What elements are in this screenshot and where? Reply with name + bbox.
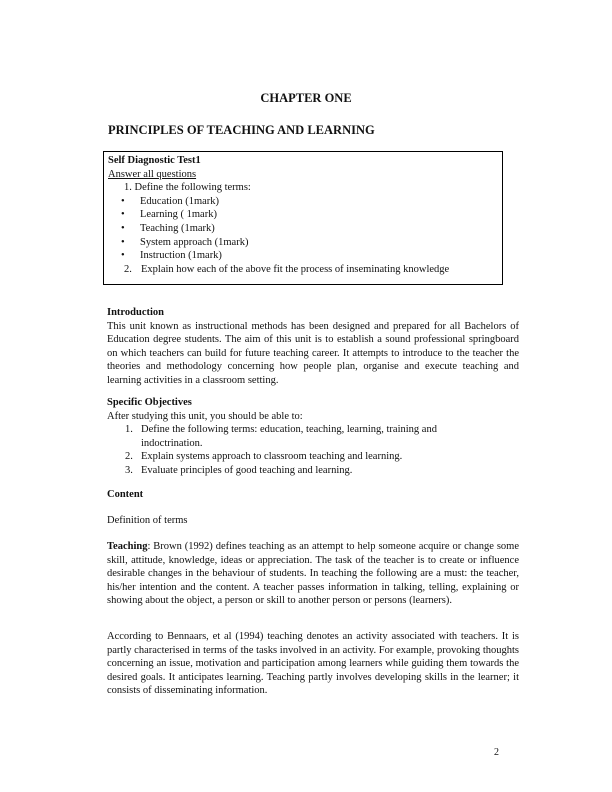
objective-item (125, 464, 519, 478)
objective-text: Explain systems approach to classroom teaching and learning. (141, 451, 403, 463)
term-item: • Instruction (1mark) (108, 249, 498, 263)
introduction-heading: Introduction (107, 307, 164, 318)
diagnostic-heading: Self Diagnostic Test1 (108, 155, 201, 166)
objectives-lead: After studying this unit, you should be able to: (107, 410, 303, 422)
objectives-list (107, 423, 519, 477)
question-2-number: 2. (124, 263, 132, 275)
term-item: • System approach (1mark) (108, 236, 498, 250)
self-diagnostic-box (103, 151, 503, 285)
objectives-heading: Specific Objectives (107, 397, 192, 408)
definition-subheading: Definition of terms (107, 515, 188, 526)
question-2-text: Explain how each of the above fit the process of inseminating knowledge (141, 263, 450, 275)
objective-item (125, 450, 519, 464)
objective-number: 3. (125, 464, 133, 476)
bennaars-text: According to Bennaars, et al (1994) teaching denotes an activity associated with teachers. It is partly characterised in terms of the tasks involved in an activity. For example, provoking thoughts concerning an issue, motivation and participation among learners while guiding them towards the desired goals. It anticipates learning. Teaching partly involves developing skills in the learner; it consists of disseminating information. (107, 631, 519, 697)
introduction-text: This unit known as instructional methods has been designed and prepared for all Bachelors of Education degree students. The aim of this unit is to establish a sound professional springboard on which teachers can build for future teaching career. It attempts to introduce to the teacher the theories and methodology concerning how people plan, organise and execute teaching and learning activities in a classroom setting. (107, 320, 519, 386)
page-number: 2 (494, 747, 499, 758)
bennaars-paragraph (107, 630, 519, 698)
diagnostic-instruction: Answer all questions (108, 168, 197, 180)
chapter-title: PRINCIPLES OF TEACHING AND LEARNING (108, 123, 375, 137)
objective-number: 2. (125, 451, 133, 463)
objective-text: Evaluate principles of good teaching and learning. (141, 464, 353, 476)
objective-text: Define the following terms: education, teaching, learning, training and indoctrination. (141, 424, 437, 449)
term-item: • Education (1mark) (108, 195, 498, 209)
teaching-paragraph (107, 540, 519, 608)
content-heading: Content (107, 489, 144, 500)
question-1: 1. Define the following terms: (124, 182, 251, 194)
question-2 (108, 263, 498, 277)
term-item: • Learning ( 1mark) (108, 208, 498, 222)
chapter-heading: CHAPTER ONE (260, 91, 352, 105)
objectives-section (107, 396, 519, 478)
term-list (108, 195, 498, 263)
objective-number: 1. (125, 424, 133, 436)
term-item: • Teaching (1mark) (108, 222, 498, 236)
objective-item (125, 423, 519, 450)
teaching-text-block (107, 540, 519, 608)
teaching-term: Teaching (107, 541, 148, 552)
introduction-section (107, 306, 519, 388)
teaching-text: : Brown (1992) defines teaching as an attempt to help someone acquire or change some skill, attitude, knowledge, ideas or appreciation. The task of the teacher is to create or influence desirable changes in the behaviour of students. In teaching the following are a must: the teacher, his/her intention and the content. A teacher passes information in talking, telling, explaining or showing about the object, a person or skill to another person or persons (learners). (107, 541, 519, 607)
